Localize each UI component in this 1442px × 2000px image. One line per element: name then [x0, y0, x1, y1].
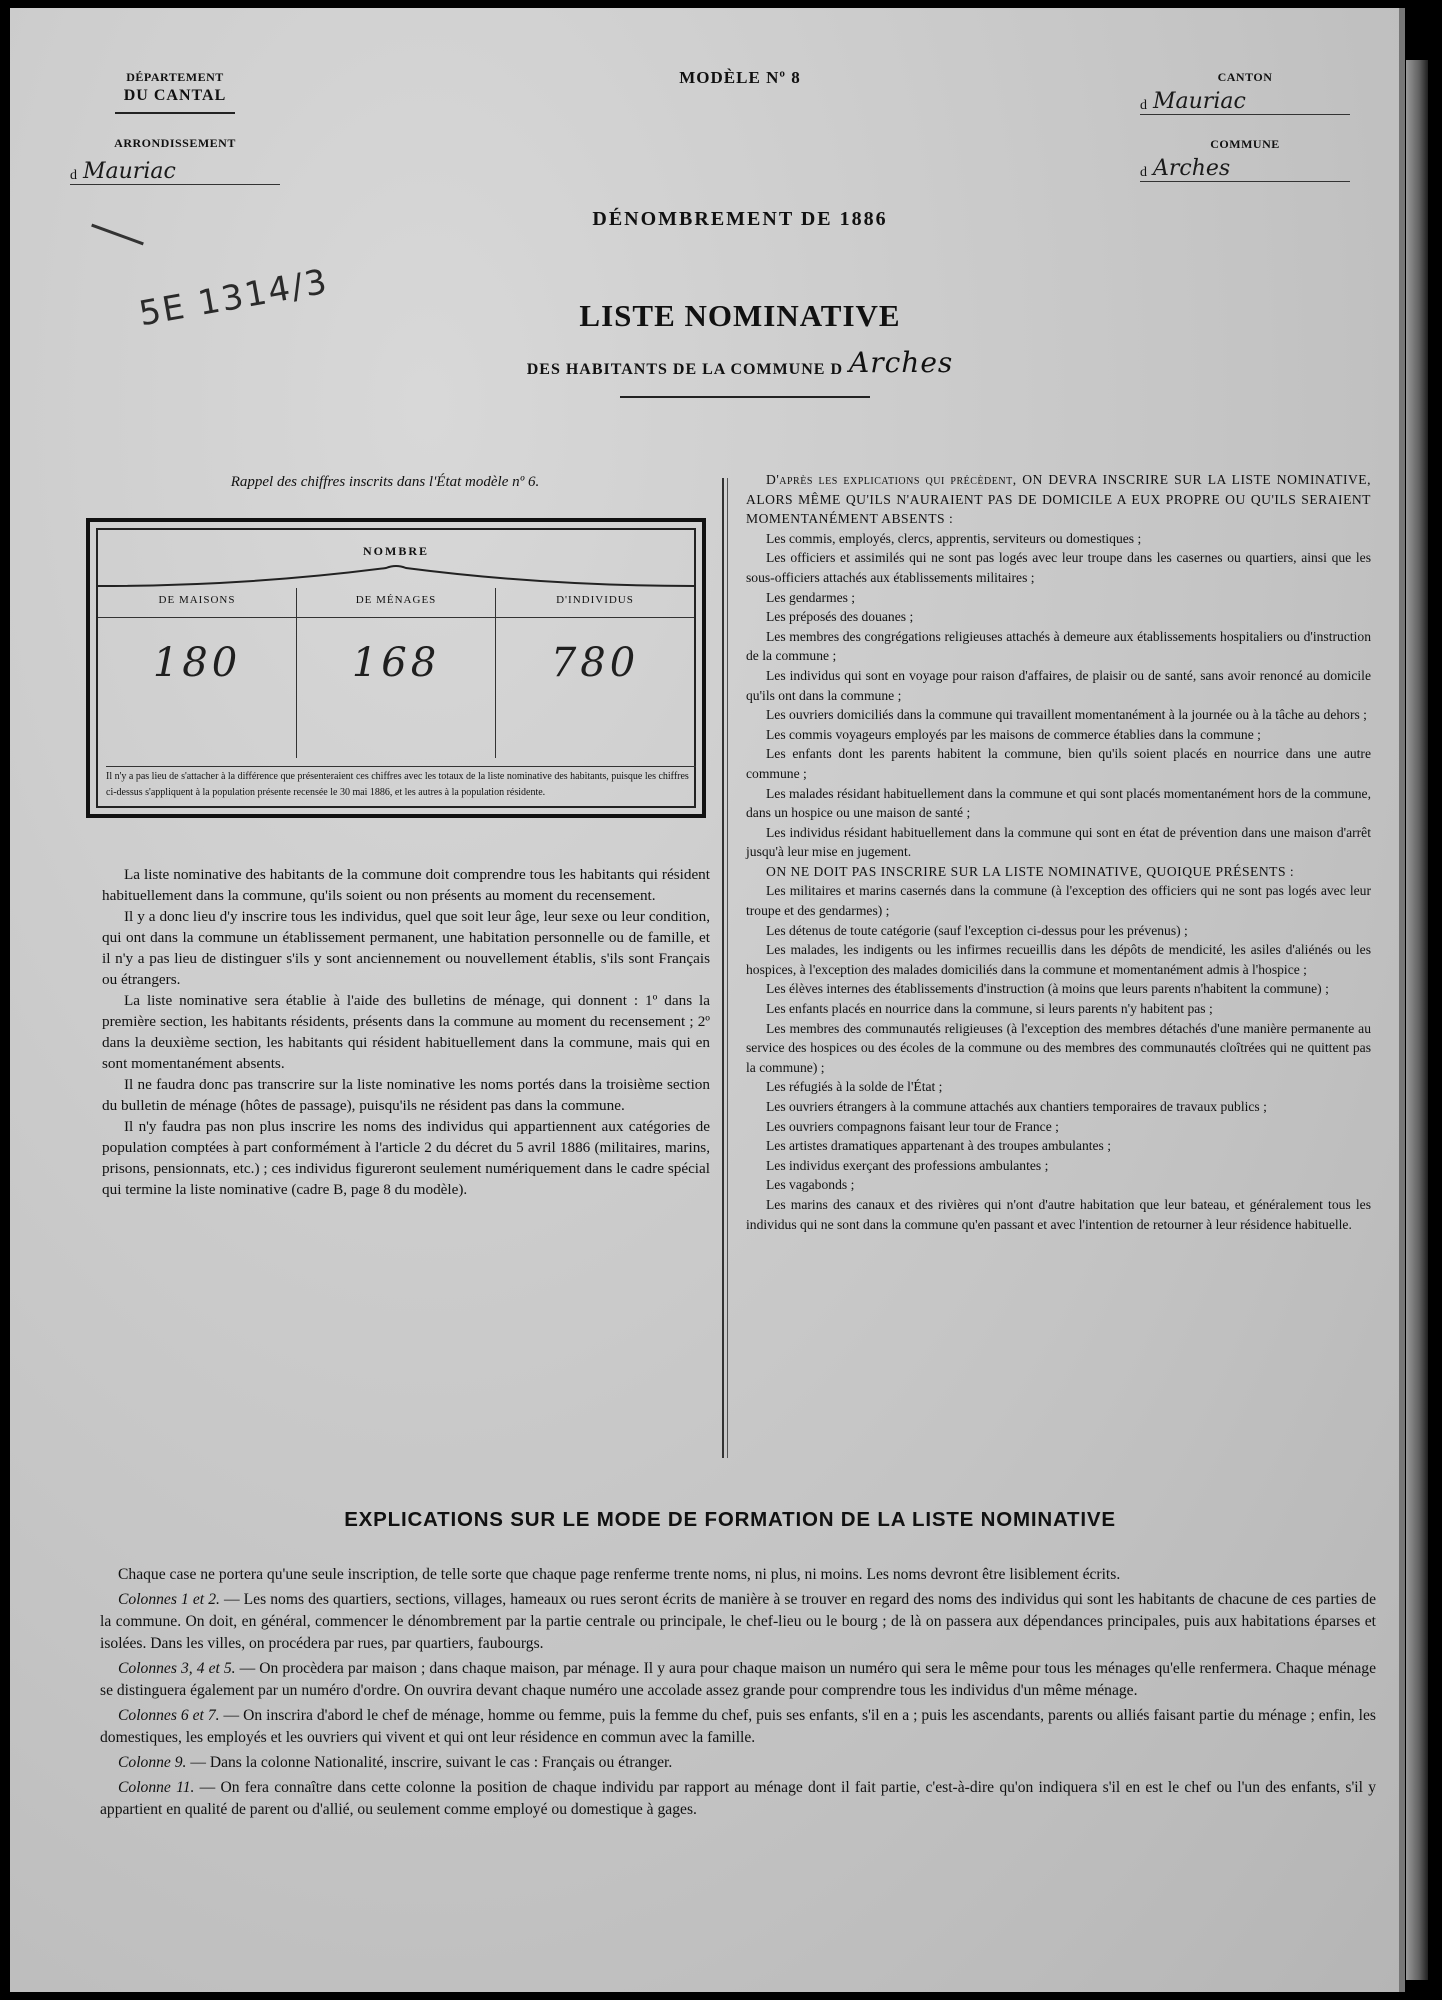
- list-item: Les élèves internes des établissements d'instruction (à moins que leurs parents n'habitent la commune) ;: [766, 981, 1329, 997]
- list-item: Les membres des communautés religieuses (à l'exception des membres détachés d'une manière permanente au service des hospices ou des écoles de la commune ou des membres des communautés cloîtrées qui ne quittent pas la commune) ;: [746, 1020, 1371, 1075]
- explication-text: — Dans la colonne Nationalité, inscrire, suivant le cas : Français ou étranger.: [186, 1754, 673, 1771]
- inscrire-intro: D'après les explications qui précèdent, ON DEVRA INSCRIRE SUR LA LISTE NOMINATIVE, ALORS MÊME QU'ILS N'AURAIENT PAS DE DOMICILE A EUX PROPRE OU QU'ILS SERAIENT MOMENTANÉMENT ABSENTS :: [746, 472, 1371, 527]
- nombre-table: [86, 518, 706, 818]
- explication-paragraph: [100, 1564, 1376, 1586]
- list-item: Les membres des congrégations religieuses attachés à demeure aux établissements hospitaliers ou d'instruction de la commune ;: [746, 628, 1371, 664]
- table-columns: [98, 588, 694, 758]
- list-item: Les militaires et marins casernés dans la commune (à l'exception des officiers qui ne sont pas logés avec leur troupe et des gendarmes) ;: [746, 883, 1371, 919]
- canton-value: Mauriac: [1153, 89, 1246, 114]
- list-item: Les individus résidant habituellement dans la commune qui sont en état de prévention dans une maison d'arrêt jusqu'à leur mise en jugement.: [746, 824, 1371, 860]
- explication-paragraph: [100, 1589, 1376, 1655]
- explication-lead: Colonnes 6 et 7.: [118, 1707, 220, 1724]
- list-item: Les enfants dont les parents habitent la commune, bien qu'ils soient placés en nourrice dans une autre commune ;: [746, 746, 1371, 781]
- explication-lead: Colonne 9.: [118, 1754, 187, 1771]
- right-column-text: [746, 470, 1371, 1234]
- column-header: D'INDIVIDUS: [496, 594, 694, 618]
- arrondissement-value: Mauriac: [83, 159, 176, 184]
- list-item: Les vagabonds ;: [766, 1177, 855, 1193]
- commune-prefix: d: [1140, 165, 1147, 180]
- column-divider: [722, 478, 724, 1458]
- column-value: 180: [152, 640, 242, 686]
- header-left: [70, 70, 280, 185]
- canton-field: [1140, 87, 1350, 115]
- page-edge: [1406, 60, 1428, 1980]
- title-divider: [620, 396, 870, 398]
- canton-prefix: d: [1140, 98, 1147, 113]
- left-column-text: [102, 864, 710, 1200]
- column-header: DE MÉNAGES: [297, 594, 495, 618]
- commune-value: Arches: [1153, 156, 1231, 181]
- list-item: Les marins des canaux et des rivières qui n'ont d'autre habitation que leur bateau, et généralement tous les individus qui ne sont dans la commune qu'en passant et avec l'intention de retourner à leur résidence habituelle.: [746, 1196, 1371, 1232]
- list-item: Les gendarmes ;: [766, 589, 856, 605]
- explication-paragraph: [100, 1705, 1376, 1749]
- divider: [115, 112, 235, 114]
- explication-paragraph: [100, 1658, 1376, 1702]
- paragraph: La liste nominative sera établie à l'aide des bulletins de ménage, qui donnent : 1º dans la première section, les habitants résidents, présents dans la commune au moment du recensement ; 2º dans la deuxième section, les habitants qui résident habituellement dans la commune, mais qui en sont momentanément absents.: [102, 992, 710, 1072]
- list-item: Les individus exerçant des professions ambulantes ;: [766, 1157, 1049, 1173]
- commune-field: [1140, 154, 1350, 182]
- explication-text: — Les noms des quartiers, sections, villages, hameaux ou rues seront écrits de manière à se trouver en regard des noms des individus qui sont les habitants de chacune de ces parties de la commune. On doit, en général, commencer le dénombrement par la partie centrale ou principale, le chef-lieu ou le bourg ; de là on passera aux dépendances principales, puis aux habitations éparses et isolées. Dans les villes, on procédera par rues, par quartiers, faubourgs.: [100, 1591, 1377, 1652]
- paragraph: Il n'y faudra pas non plus inscrire les noms des individus qui appartiennent aux catégories de population comptées à part conformément à l'article 2 du décret du 5 avril 1886 (militaires, marins, prisons, pensionnats, etc.) ; ces individus figureront seulement numériquement dans le cadre spécial qui termine la liste nominative (cadre B, page 8 du modèle).: [102, 1118, 710, 1198]
- subtitle-text: DES HABITANTS DE LA COMMUNE D: [526, 361, 844, 378]
- commune-handwritten: Arches: [849, 346, 954, 379]
- ne-pas-intro: ON NE DOIT PAS INSCRIRE SUR LA LISTE NOMINATIVE, QUOIQUE PRÉSENTS :: [766, 863, 1295, 879]
- arrondissement-field: [70, 157, 280, 185]
- explication-paragraph: [100, 1777, 1376, 1821]
- denombrement-heading: DÉNOMBREMENT DE 1886: [592, 208, 888, 230]
- explication-lead: Colonnes 3, 4 et 5.: [118, 1660, 236, 1677]
- explication-lead: Colonnes 1 et 2.: [118, 1591, 220, 1608]
- paragraph: Il ne faudra donc pas transcrire sur la liste nominative les noms portés dans la troisième section du bulletin de ménage (hôtes de passage), puisqu'ils ne résident pas dans la commune.: [102, 1076, 710, 1114]
- list-item: Les commis voyageurs employés par les maisons de commerce établies dans la commune ;: [766, 726, 1261, 742]
- column-value: 780: [550, 640, 640, 686]
- modele-number: MODÈLE Nº 8: [679, 68, 801, 87]
- list-item: Les enfants placés en nourrice dans la commune, si leurs parents n'y habitent pas ;: [766, 1001, 1213, 1017]
- explication-lead: Colonne 11.: [118, 1779, 195, 1796]
- explication-text: — On inscrira d'abord le chef de ménage, homme ou femme, puis la femme du chef, puis ses enfants, s'il en a ; puis les ascendants, parents ou alliés faisant partie du ménage ; enfin, les domestiques, les employés et les ouvriers qui vivent et qui ont leur résidence en commun avec la famille.: [100, 1707, 1376, 1746]
- pencil-mark: [91, 224, 144, 246]
- paragraph: Il y a donc lieu d'y inscrire tous les individus, quel que soit leur âge, leur sexe ou leur condition, qui ont dans la commune un établissement permanent, une habitation personnelle ou de famille, et il n'y a pas lieu de distinguer s'ils y sont anciennement ou nouvellement établis, s'ils sont Français ou étrangers.: [102, 908, 710, 988]
- table-column: [297, 588, 496, 758]
- column-value: 168: [351, 640, 441, 686]
- canton-label: CANTON: [1217, 70, 1273, 84]
- list-item: Les malades, les indigents ou les infirmes recueillis dans les dépôts de mendicité, les asiles d'aliénés ou les hospices, à l'exception des malades domiciliés dans la commune et momentanément admis à l'hospice ;: [746, 942, 1371, 977]
- explication-text: — On fera connaître dans cette colonne la position de chaque individu par rapport au ménage dont il fait partie, c'est-à-dire qu'on indiquera s'il en est le chef ou l'un des enfants, s'il y appartient en qualité de parent ou d'allié, ou seulement comme employé ou domestique à gages.: [100, 1779, 1376, 1818]
- column-header: DE MAISONS: [98, 594, 296, 618]
- explication-text: Chaque case ne portera qu'une seule inscription, de telle sorte que chaque page renferme trente noms, ni plus, ni moins. Les noms devront être lisiblement écrits.: [118, 1566, 1121, 1583]
- column-divider-thin: [727, 478, 728, 1458]
- brace-ornament: [98, 564, 694, 588]
- subtitle: [390, 346, 1090, 379]
- departement-value: DU CANTAL: [123, 87, 227, 104]
- table-group-header: NOMBRE: [363, 544, 429, 558]
- ne-pas-list: [746, 881, 1371, 1234]
- header-right: [1140, 70, 1350, 204]
- list-item: Les ouvriers étrangers à la commune attachés aux chantiers temporaires de travaux publics ;: [766, 1099, 1267, 1114]
- inscrire-list: [746, 529, 1371, 862]
- list-item: Les individus qui sont en voyage pour raison d'affaires, de plaisir ou de santé, sans avoir renoncé au domicile qu'ils ont dans la commune ;: [746, 667, 1371, 703]
- page-title: LISTE NOMINATIVE: [579, 298, 901, 333]
- table-note: Il n'y a pas lieu de s'attacher à la différence que présenteraient ces chiffres avec les totaux de la liste nominative des habitants, puisque les chiffres ci-dessus s'appliquent à la population présente recensée le 30 mai 1886, et les autres à la population résidente.: [106, 766, 696, 801]
- explications-body: [100, 1564, 1376, 1824]
- list-item: Les malades résidant habituellement dans la commune et qui sont placés momentanément hors de la commune, dans un hospice ou une maison de santé ;: [746, 785, 1371, 821]
- list-item: Les préposés des douanes ;: [766, 609, 914, 625]
- commune-label: COMMUNE: [1210, 137, 1280, 151]
- paragraph: La liste nominative des habitants de la commune doit comprendre tous les habitants qui résident habituellement dans la commune, qu'ils soient ou non présents au moment du recensement.: [102, 866, 710, 904]
- arrondissement-prefix: d: [70, 168, 77, 183]
- table-column: [98, 588, 297, 758]
- explication-text: — On procèdera par maison ; dans chaque maison, par ménage. Il y aura pour chaque maison un numéro qui sera le même pour tous les ménages qu'elle renfermera. Chaque ménage se distinguera également par un numéro d'ordre. On ouvrira devant chaque numéro une accolade assez grande pour comprendre tous les individus d'un même ménage.: [100, 1660, 1376, 1699]
- nombre-table-inner: [96, 528, 696, 808]
- document-page: [10, 8, 1405, 1992]
- table-column: [496, 588, 694, 758]
- list-item: Les officiers et assimilés qui ne sont pas logés avec leur troupe dans les casernes ou quartiers, ainsi que les sous-officiers attachés aux établissements militaires ;: [746, 550, 1371, 585]
- list-item: Les ouvriers compagnons faisant leur tour de France ;: [766, 1118, 1059, 1134]
- arrondissement-label: ARRONDISSEMENT: [114, 136, 236, 150]
- list-item: Les commis, employés, clercs, apprentis, serviteurs ou domestiques ;: [766, 530, 1142, 546]
- list-item: Les réfugiés à la solde de l'État ;: [766, 1079, 943, 1095]
- rappel-caption: Rappel des chiffres inscrits dans l'État modèle nº 6.: [230, 474, 540, 490]
- archive-number: 5E 1314/3: [135, 261, 332, 335]
- explications-title: EXPLICATIONS SUR LE MODE DE FORMATION DE LA LISTE NOMINATIVE: [344, 1508, 1116, 1531]
- departement-label: DÉPARTEMENT: [126, 70, 224, 84]
- list-item: Les ouvriers domiciliés dans la commune qui travaillent momentanément à la journée ou à la tâche au dehors ;: [766, 707, 1367, 723]
- list-item: Les artistes dramatiques appartenant à des troupes ambulantes ;: [766, 1138, 1112, 1154]
- explication-paragraph: [100, 1752, 1376, 1774]
- list-item: Les détenus de toute catégorie (sauf l'exception ci-dessus pour les prévenus) ;: [766, 922, 1188, 938]
